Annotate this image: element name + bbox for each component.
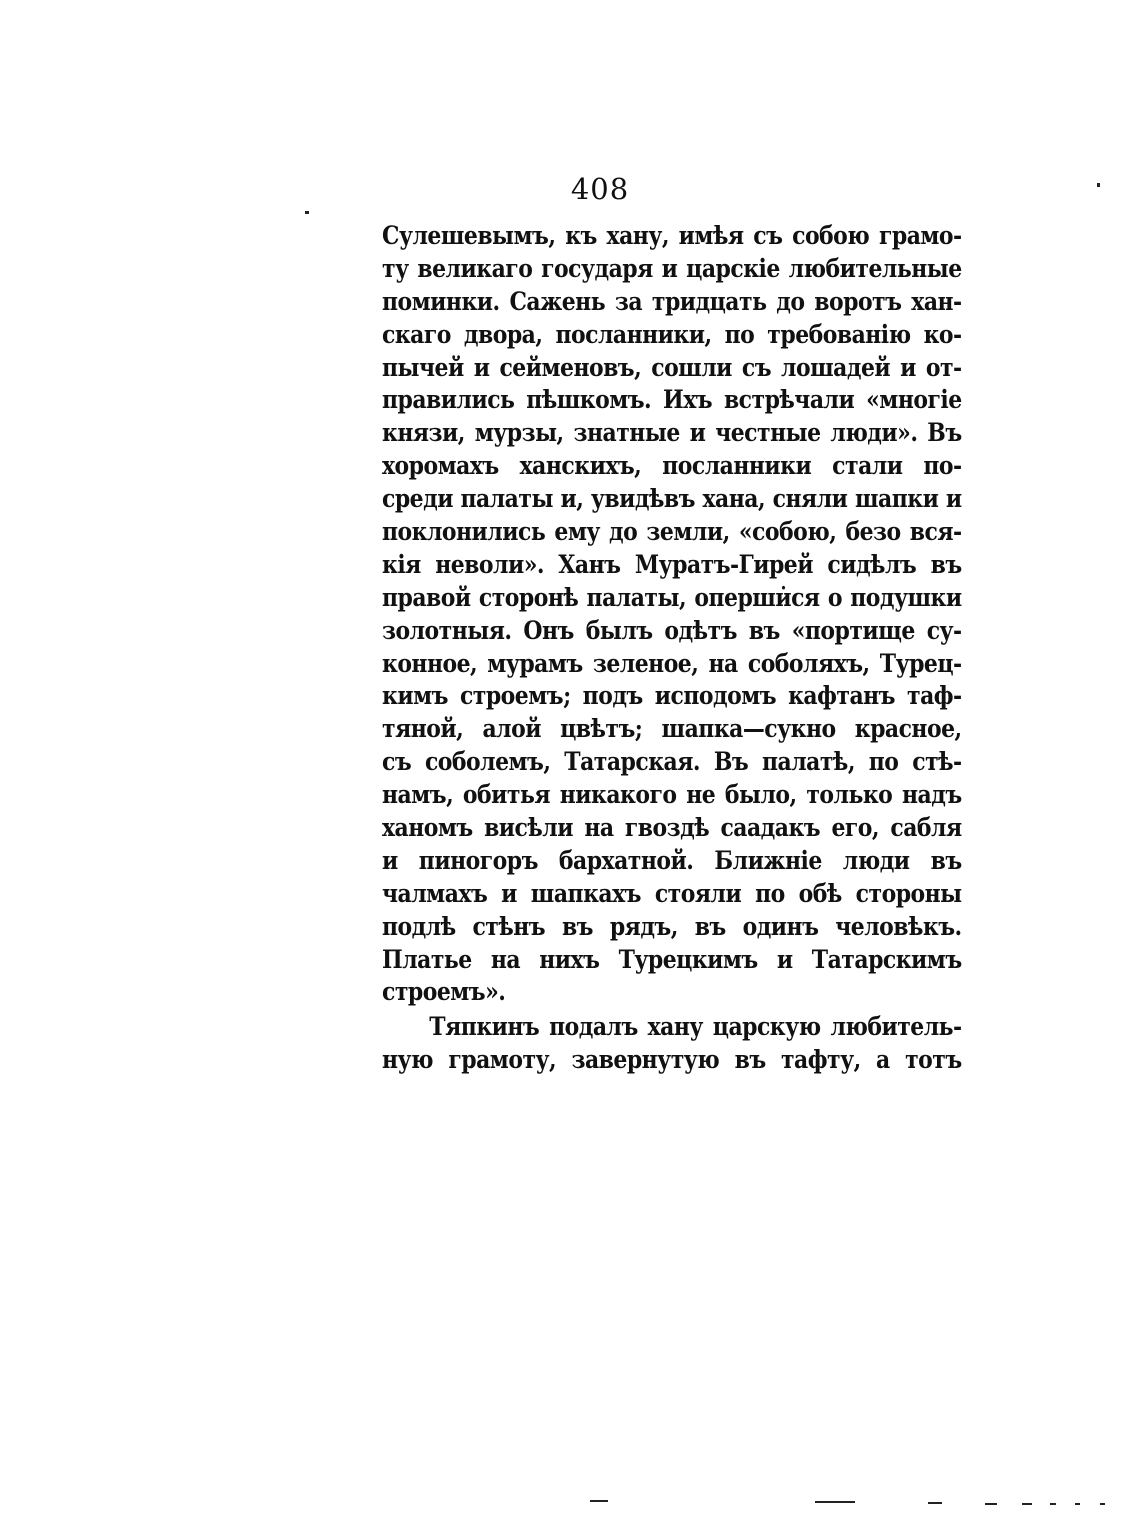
scan-dash <box>985 1503 997 1505</box>
scan-dash <box>1050 1503 1056 1505</box>
paragraph-2 <box>382 1011 962 1077</box>
text-line: князи, мурзы, знатные и честные люди». Въ <box>382 418 962 449</box>
scan-dash <box>1075 1503 1080 1505</box>
text-line: правились пѣшкомъ. Ихъ встрѣчали «многіе <box>382 385 962 416</box>
text-line: чалмахъ и шапкахъ стояли по обѣ стороны <box>382 878 962 909</box>
text-line: поминки. Сажень за тридцать до воротъ хан- <box>382 286 962 317</box>
text-line: намъ, обитья никакого не было, только надъ <box>382 780 962 811</box>
text-line: поклонились ему до земли, «собою, безо вся- <box>382 517 962 548</box>
text-line: Тяпкинъ подалъ хану царскую любитель- <box>429 1012 962 1043</box>
text-line: хоромахъ ханскихъ, посланники стали по- <box>382 451 962 482</box>
scan-dash <box>590 1500 608 1502</box>
text-line: кимъ строемъ; подъ исподомъ кафтанъ таф- <box>382 681 962 712</box>
scan-speck <box>1097 183 1100 187</box>
text-line: скаго двора, посланники, по требованію ко- <box>382 319 962 350</box>
scan-dash <box>1022 1503 1032 1505</box>
text-line: и пиногоръ бархатной. Ближніе люди въ <box>382 845 962 876</box>
text-line: пычей и сейменовъ, сошли съ лошадей и от- <box>382 352 962 383</box>
text-line: ту великаго государя и царскіе любительные <box>382 253 962 284</box>
text-line: подлѣ стѣнъ въ рядъ, въ одинъ человѣкъ. <box>382 911 962 942</box>
scan-speck <box>305 211 309 214</box>
text-line: золотныя. Онъ былъ одѣтъ въ «портище су- <box>382 615 962 646</box>
text-line: ную грамоту, завернутую въ тафту, а тотъ <box>382 1045 962 1076</box>
text-line: среди палаты и, увидѣвъ хана, сняли шапки и <box>382 484 962 515</box>
text-line: кія неволи». Ханъ Муратъ-Гирей сидѣлъ въ <box>382 549 962 580</box>
page-number: 408 <box>570 172 630 206</box>
text-line: ханомъ висѣли на гвоздѣ саадакъ его, сабля <box>382 813 962 844</box>
text-line: Платье на нихъ Турецкимъ и Татарскимъ <box>382 944 962 975</box>
text-line: правой сторонѣ палаты, оперши̇ся о подушки <box>382 582 962 613</box>
text-line: строемъ». <box>382 977 506 1008</box>
text-line: съ соболемъ, Татарская. Въ палатѣ, по стѣ- <box>382 747 962 778</box>
scan-dash <box>815 1501 855 1503</box>
scan-dash <box>928 1502 942 1504</box>
text-line: тяной, алой цвѣтъ; шапка—сукно красное, <box>382 714 962 745</box>
text-line: конное, мурамъ зеленое, на соболяхъ, Турец- <box>382 648 962 679</box>
paragraph-1 <box>382 220 962 1009</box>
scan-dash <box>1100 1503 1105 1505</box>
body-text <box>382 220 962 1077</box>
text-line: Сулешевымъ, къ хану, имѣя съ собою грамо- <box>382 221 962 251</box>
